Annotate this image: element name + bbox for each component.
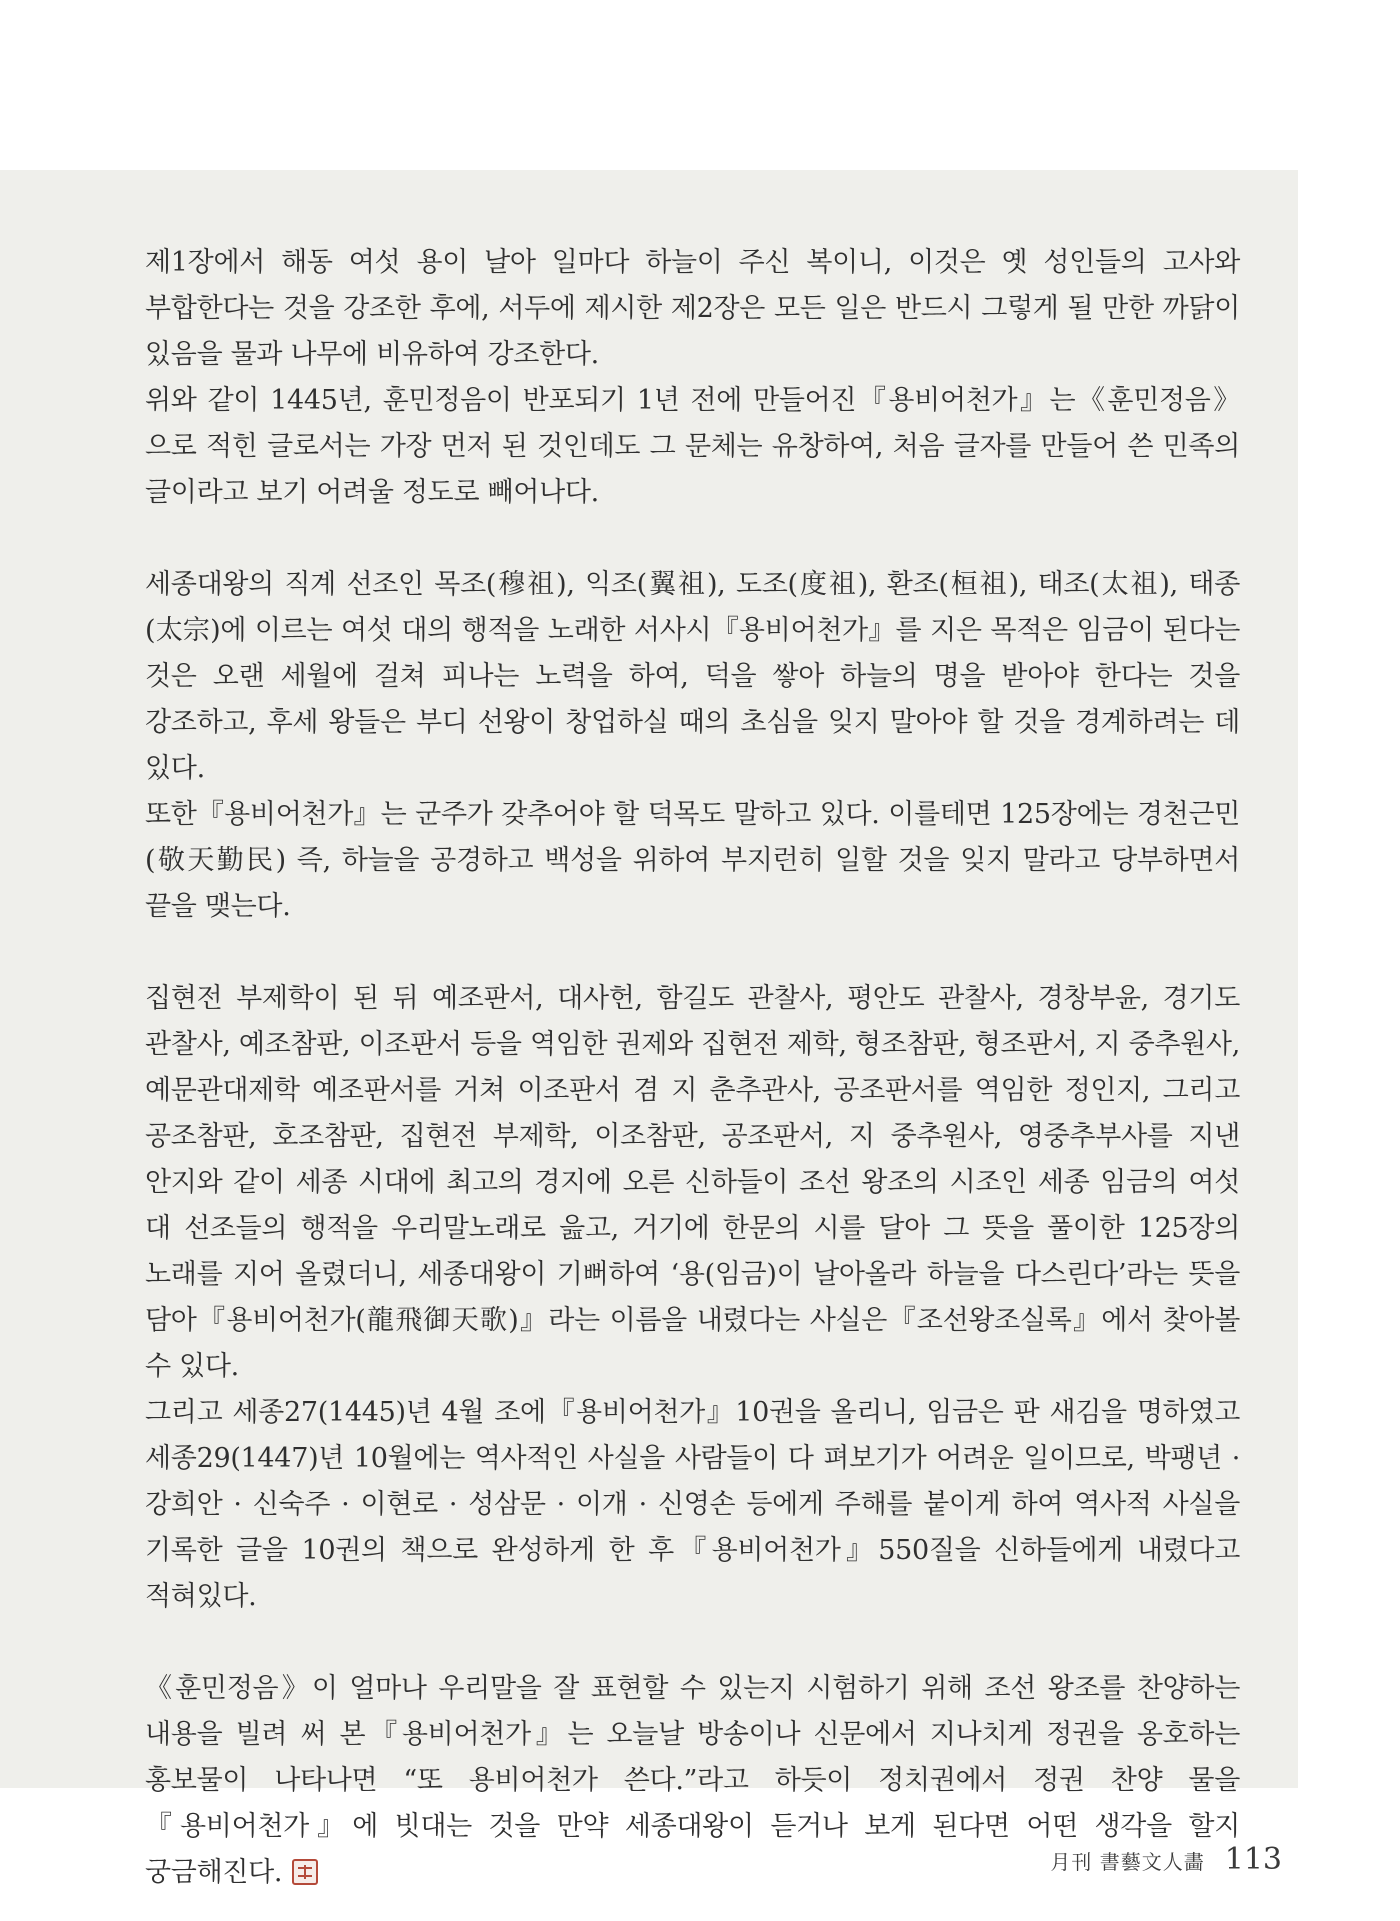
- article-body: [145, 240, 1240, 1896]
- paragraph: 세종대왕의 직계 선조인 목조(穆祖), 익조(翼祖), 도조(度祖), 환조(桓祖), 태조(太祖), 태종(太宗)에 이르는 여섯 대의 행적을 노래한 서사시『용비어천가』를 지은 목적은 임금이 된다는 것은 오랜 세월에 걸쳐 피나는 노력을 하여, 덕을 쌓아 하늘의 명을 받아야 한다는 것을 강조하고, 후세 왕들은 부디 선왕이 창업하실 때의 초심을 잊지 말아야 할 것을 경계하려는 데 있다.: [145, 569, 1240, 784]
- paragraph: 또한『용비어천가』는 군주가 갖추어야 할 덕목도 말하고 있다. 이를테면 125장에는 경천근민(敬天勤民) 즉, 하늘을 공경하고 백성을 위하여 부지런히 일할 것을 잊지 말라고 당부하면서 끝을 맺는다.: [145, 799, 1240, 922]
- page-number: 113: [1224, 1842, 1282, 1877]
- magazine-name: 月刊 書藝文人畵: [1050, 1850, 1205, 1874]
- paragraph: 집현전 부제학이 된 뒤 예조판서, 대사헌, 함길도 관찰사, 평안도 관찰사, 경창부윤, 경기도 관찰사, 예조참판, 이조판서 등을 역임한 권제와 집현전 제학, 형조참판, 형조판서, 지 중추원사, 예문관대제학 예조판서를 거쳐 이조판서 겸 지 춘추관사, 공조판서를 역임한 정인지, 그리고 공조참판, 호조참판, 집현전 부제학, 이조참판, 공조판서, 지 중추원사, 영중추부사를 지낸 안지와 같이 세종 시대에 최고의 경지에 오른 신하들이 조선 왕조의 시조인 세종 임금의 여섯 대 선조들의 행적을 우리말노래로 읊고, 거기에 한문의 시를 달아 그 뜻을 풀이한 125장의 노래를 지어 올렸더니, 세종대왕이 기뻐하여 ‘용(임금)이 날아올라 하늘을 다스린다’라는 뜻을 담아『용비어천가(龍飛御天歌)』라는 이름을 내렸다는 사실은『조선왕조실록』에서 찾아볼 수 있다.: [145, 983, 1240, 1382]
- seal-stamp-icon: [292, 1859, 318, 1885]
- paragraph-gap: [145, 930, 1240, 976]
- page-footer: [1050, 1842, 1282, 1877]
- paragraph: 그리고 세종27(1445)년 4월 조에『용비어천가』10권을 올리니, 임금은 판 새김을 명하였고 세종29(1447)년 10월에는 역사적인 사실을 사람들이 다 펴보기가 어려운 일이므로, 박팽년 · 강희안 · 신숙주 · 이현로 · 성삼문 · 이개 · 신영손 등에게 주해를 붙이게 하여 역사적 사실을 기록한 글을 10권의 책으로 완성하게 한 후『용비어천가』550질을 신하들에게 내렸다고 적혀있다.: [145, 1397, 1240, 1612]
- paragraph: 위와 같이 1445년, 훈민정음이 반포되기 1년 전에 만들어진『용비어천가』는《훈민정음》으로 적힌 글로서는 가장 먼저 된 것인데도 그 문체는 유창하여, 처음 글자를 만들어 쓴 민족의 글이라고 보기 어려울 정도로 빼어나다.: [145, 385, 1240, 508]
- paragraph-gap: [145, 516, 1240, 562]
- paragraph: 제1장에서 해동 여섯 용이 날아 일마다 하늘이 주신 복이니, 이것은 옛 성인들의 고사와 부합한다는 것을 강조한 후에, 서두에 제시한 제2장은 모든 일은 반드시 그렇게 될 만한 까닭이 있음을 물과 나무에 비유하여 강조한다.: [145, 247, 1240, 370]
- closing-paragraph-text: 《훈민정음》이 얼마나 우리말을 잘 표현할 수 있는지 시험하기 위해 조선 왕조를 찬양하는 내용을 빌려 써 본『용비어천가』는 오늘날 방송이나 신문에서 지나치게 정권을 옹호하는 홍보물이 나타나면 “또 용비어천가 쓴다.”라고 하듯이 정치권에서 정권 찬양 물을『용비어천가』에 빗대는 것을 만약 세종대왕이 듣거나 보게 된다면 어떤 생각을 할지 궁금해진다.: [145, 1673, 1240, 1888]
- paragraph-gap: [145, 1620, 1240, 1666]
